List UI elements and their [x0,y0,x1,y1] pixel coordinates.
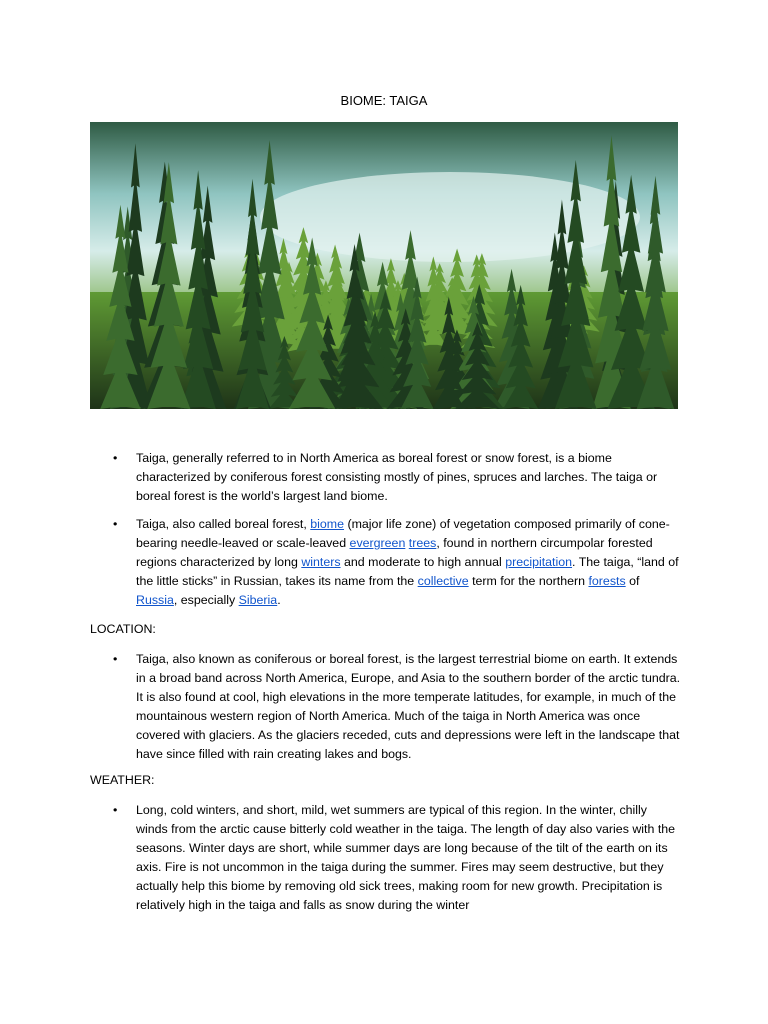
taiga-forest-photo [90,122,678,409]
text-run: , especially [173,592,239,607]
bullet-marker: • [113,451,118,465]
link-trees[interactable]: trees [408,535,437,550]
paragraph-location: Taiga, also known as coniferous or boreal forest, is the largest terrestrial biome on earth. It extends in a broad band across North America, Europe, and Asia to the southern border of the arctic tundra. It is also found at cool, high elevations in the more temperate latitudes, for example, in much of the mountainous western region of North America. Much of the taiga in North America was once covered with glaciers. As the glaciers receded, cuts and depressions were left in the landscape that have since filled with rain creating lakes and bogs. [136,652,681,761]
link-forests[interactable]: forests [588,573,626,588]
section-heading-location: LOCATION: [90,622,156,636]
link-russia[interactable]: Russia [136,592,174,607]
text-run: , found in northern circumpolar forested regions characterized by long [136,535,653,569]
paragraph-boreal-forest [136,515,681,610]
text-run: . [277,592,281,607]
link-biome[interactable]: biome [310,517,345,531]
bullet-marker: • [113,803,118,817]
page-title: BIOME: TAIGA [340,93,428,108]
text-run: of [625,573,640,588]
bullet-marker: • [113,652,118,666]
text-run: (major life zone) of vegetation composed primarily of cone-bearing needle-leaved or scale-leaved [136,517,670,550]
link-siberia[interactable]: Siberia [238,592,278,607]
link-collective[interactable]: collective [417,573,469,588]
paragraph-weather: Long, cold winters, and short, mild, wet summers are typical of this region. In the winter, chilly winds from the arctic cause bitterly cold weather in the taiga. The length of day also varies with the seasons. Winter days are short, while summer days are long because of the tilt of the earth on its axis. Fire is not uncommon in the taiga during the summer. Fires may seem destructive, but they actually help this biome by removing old sick trees, making room for new growth. Precipitation is relatively high in the taiga and falls as snow during the winter [136,803,676,912]
bullet-marker: • [113,517,118,531]
text-run: . The taiga, “land of the little sticks” in Russian, takes its name from the [136,554,679,588]
paragraph-definition: Taiga, generally referred to in North America as boreal forest or snow forest, is a biome characterized by coniferous forest consisting mostly of pines, spruces and larches. The taiga or boreal forest is the world’s largest land biome. [136,451,658,503]
section-heading-weather: WEATHER: [90,773,155,787]
text-run: Taiga, also called boreal forest, [136,517,311,531]
text-run: term for the northern [468,573,589,588]
text-run: and moderate to high annual [340,554,506,569]
link-winters[interactable]: winters [301,554,341,569]
link-precipitation[interactable]: precipitation [505,554,573,569]
link-evergreen[interactable]: evergreen [349,535,406,550]
